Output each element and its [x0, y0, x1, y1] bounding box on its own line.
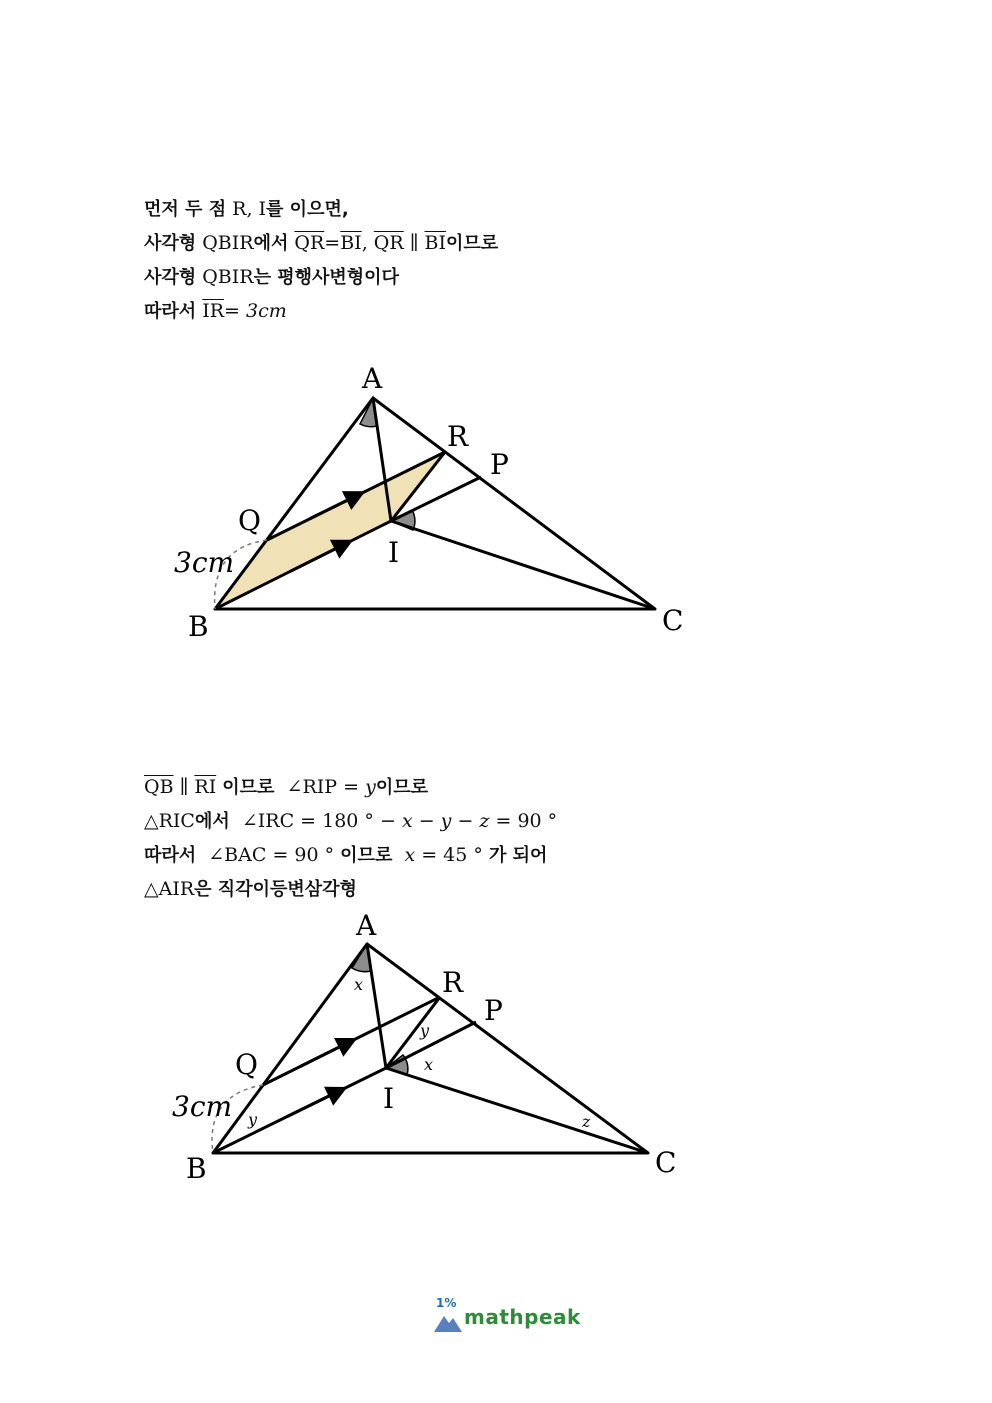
- label-length: 3cm: [174, 546, 235, 579]
- math: ∠BAC = 90 °: [208, 844, 335, 866]
- label-a: A: [362, 362, 383, 395]
- text: 에서: [253, 233, 289, 254]
- math: R, I: [232, 198, 267, 220]
- segment: $\overline{QR}$: [294, 232, 325, 254]
- text: 가 되어: [488, 845, 548, 866]
- section1-text: [144, 192, 498, 328]
- label-b: B: [186, 1152, 207, 1185]
- logo-name: mathpeak: [464, 1305, 581, 1329]
- text: 사각형: [144, 233, 197, 254]
- math: ,: [361, 232, 368, 254]
- segment-ai: [367, 944, 386, 1068]
- text: 에서: [194, 811, 230, 832]
- math: △RIC: [144, 810, 195, 832]
- math: =: [324, 232, 341, 254]
- label-a: A: [356, 909, 377, 942]
- math: △AIR: [144, 878, 195, 900]
- math: = 45 °: [421, 844, 483, 866]
- text: 이므로: [340, 845, 393, 866]
- math: −: [418, 810, 435, 832]
- math: x: [404, 844, 416, 866]
- label-i: I: [388, 536, 400, 569]
- arrow-qr: [300, 1043, 348, 1067]
- segment: $\overline{QR}$: [373, 232, 404, 254]
- text: 를 이으면,: [266, 199, 349, 220]
- text: 따라서: [144, 301, 197, 322]
- s1-line4: [144, 294, 498, 328]
- text: 사각형: [144, 267, 197, 288]
- angle-label-x-at-a: x: [354, 975, 364, 994]
- label-b: B: [188, 610, 209, 643]
- label-r: R: [442, 966, 464, 999]
- mountain-icon: [434, 1310, 464, 1334]
- angle-label-y-at-b: y: [248, 1110, 258, 1129]
- label-p: P: [490, 448, 509, 481]
- s2-line3: [144, 838, 557, 872]
- angle-label-x-at-i: x: [424, 1055, 434, 1074]
- math: z: [479, 810, 490, 832]
- math: y: [440, 810, 452, 832]
- label-r: R: [447, 420, 469, 453]
- segment: $\overline{BI}$: [424, 232, 447, 254]
- text: 따라서: [144, 845, 197, 866]
- math: y: [365, 776, 376, 798]
- math: ∠RIP =: [286, 776, 360, 798]
- text: 이므로: [446, 233, 499, 254]
- text: 는 평행사변형이다: [253, 267, 399, 288]
- segment: $\overline{IR}$: [202, 300, 225, 322]
- s2-line1: [144, 770, 557, 804]
- figure2-diagram: [0, 900, 992, 1200]
- angle-label-z-at-c: z: [582, 1112, 591, 1131]
- section2-text: [144, 770, 557, 906]
- segment: $\overline{RI}$: [194, 776, 217, 798]
- mathpeak-logo: [434, 1296, 581, 1336]
- arrow-bi: [287, 1092, 338, 1117]
- math: =: [224, 300, 240, 322]
- label-q: Q: [235, 1048, 258, 1081]
- figure1-diagram: [0, 340, 992, 660]
- segment-qr: [263, 997, 440, 1085]
- math: QBIR: [202, 266, 254, 288]
- math: x: [401, 810, 413, 832]
- segment-ic: [391, 521, 655, 609]
- angle-label-y-at-i: y: [420, 1021, 430, 1040]
- math: ∠IRC = 180 ° −: [241, 810, 396, 832]
- math: = 90 °: [495, 810, 558, 832]
- math: −: [457, 810, 474, 832]
- segment-ic: [386, 1068, 648, 1153]
- s1-line3: [144, 260, 498, 294]
- label-q: Q: [238, 504, 261, 537]
- label-length: 3cm: [172, 1090, 233, 1123]
- label-p: P: [484, 994, 503, 1027]
- math: QBIR: [202, 232, 254, 254]
- s1-line1: [144, 192, 498, 226]
- logo-percent: 1%: [436, 1296, 457, 1310]
- label-c: C: [662, 604, 684, 637]
- text: 먼저 두 점: [144, 199, 227, 220]
- text: 이므로: [375, 777, 428, 798]
- parallel-symbol: ∥: [179, 776, 189, 798]
- text: 이므로: [222, 777, 275, 798]
- s2-line2: [144, 804, 557, 838]
- text: 은 직각이등변삼각형: [194, 879, 357, 900]
- parallel-symbol: ∥: [409, 232, 419, 254]
- label-i: I: [383, 1082, 395, 1115]
- segment: $\overline{BI}$: [340, 232, 362, 254]
- s1-line2: [144, 226, 498, 260]
- math: 3cm: [246, 300, 287, 322]
- segment: $\overline{QB}$: [144, 776, 174, 798]
- label-c: C: [655, 1146, 677, 1179]
